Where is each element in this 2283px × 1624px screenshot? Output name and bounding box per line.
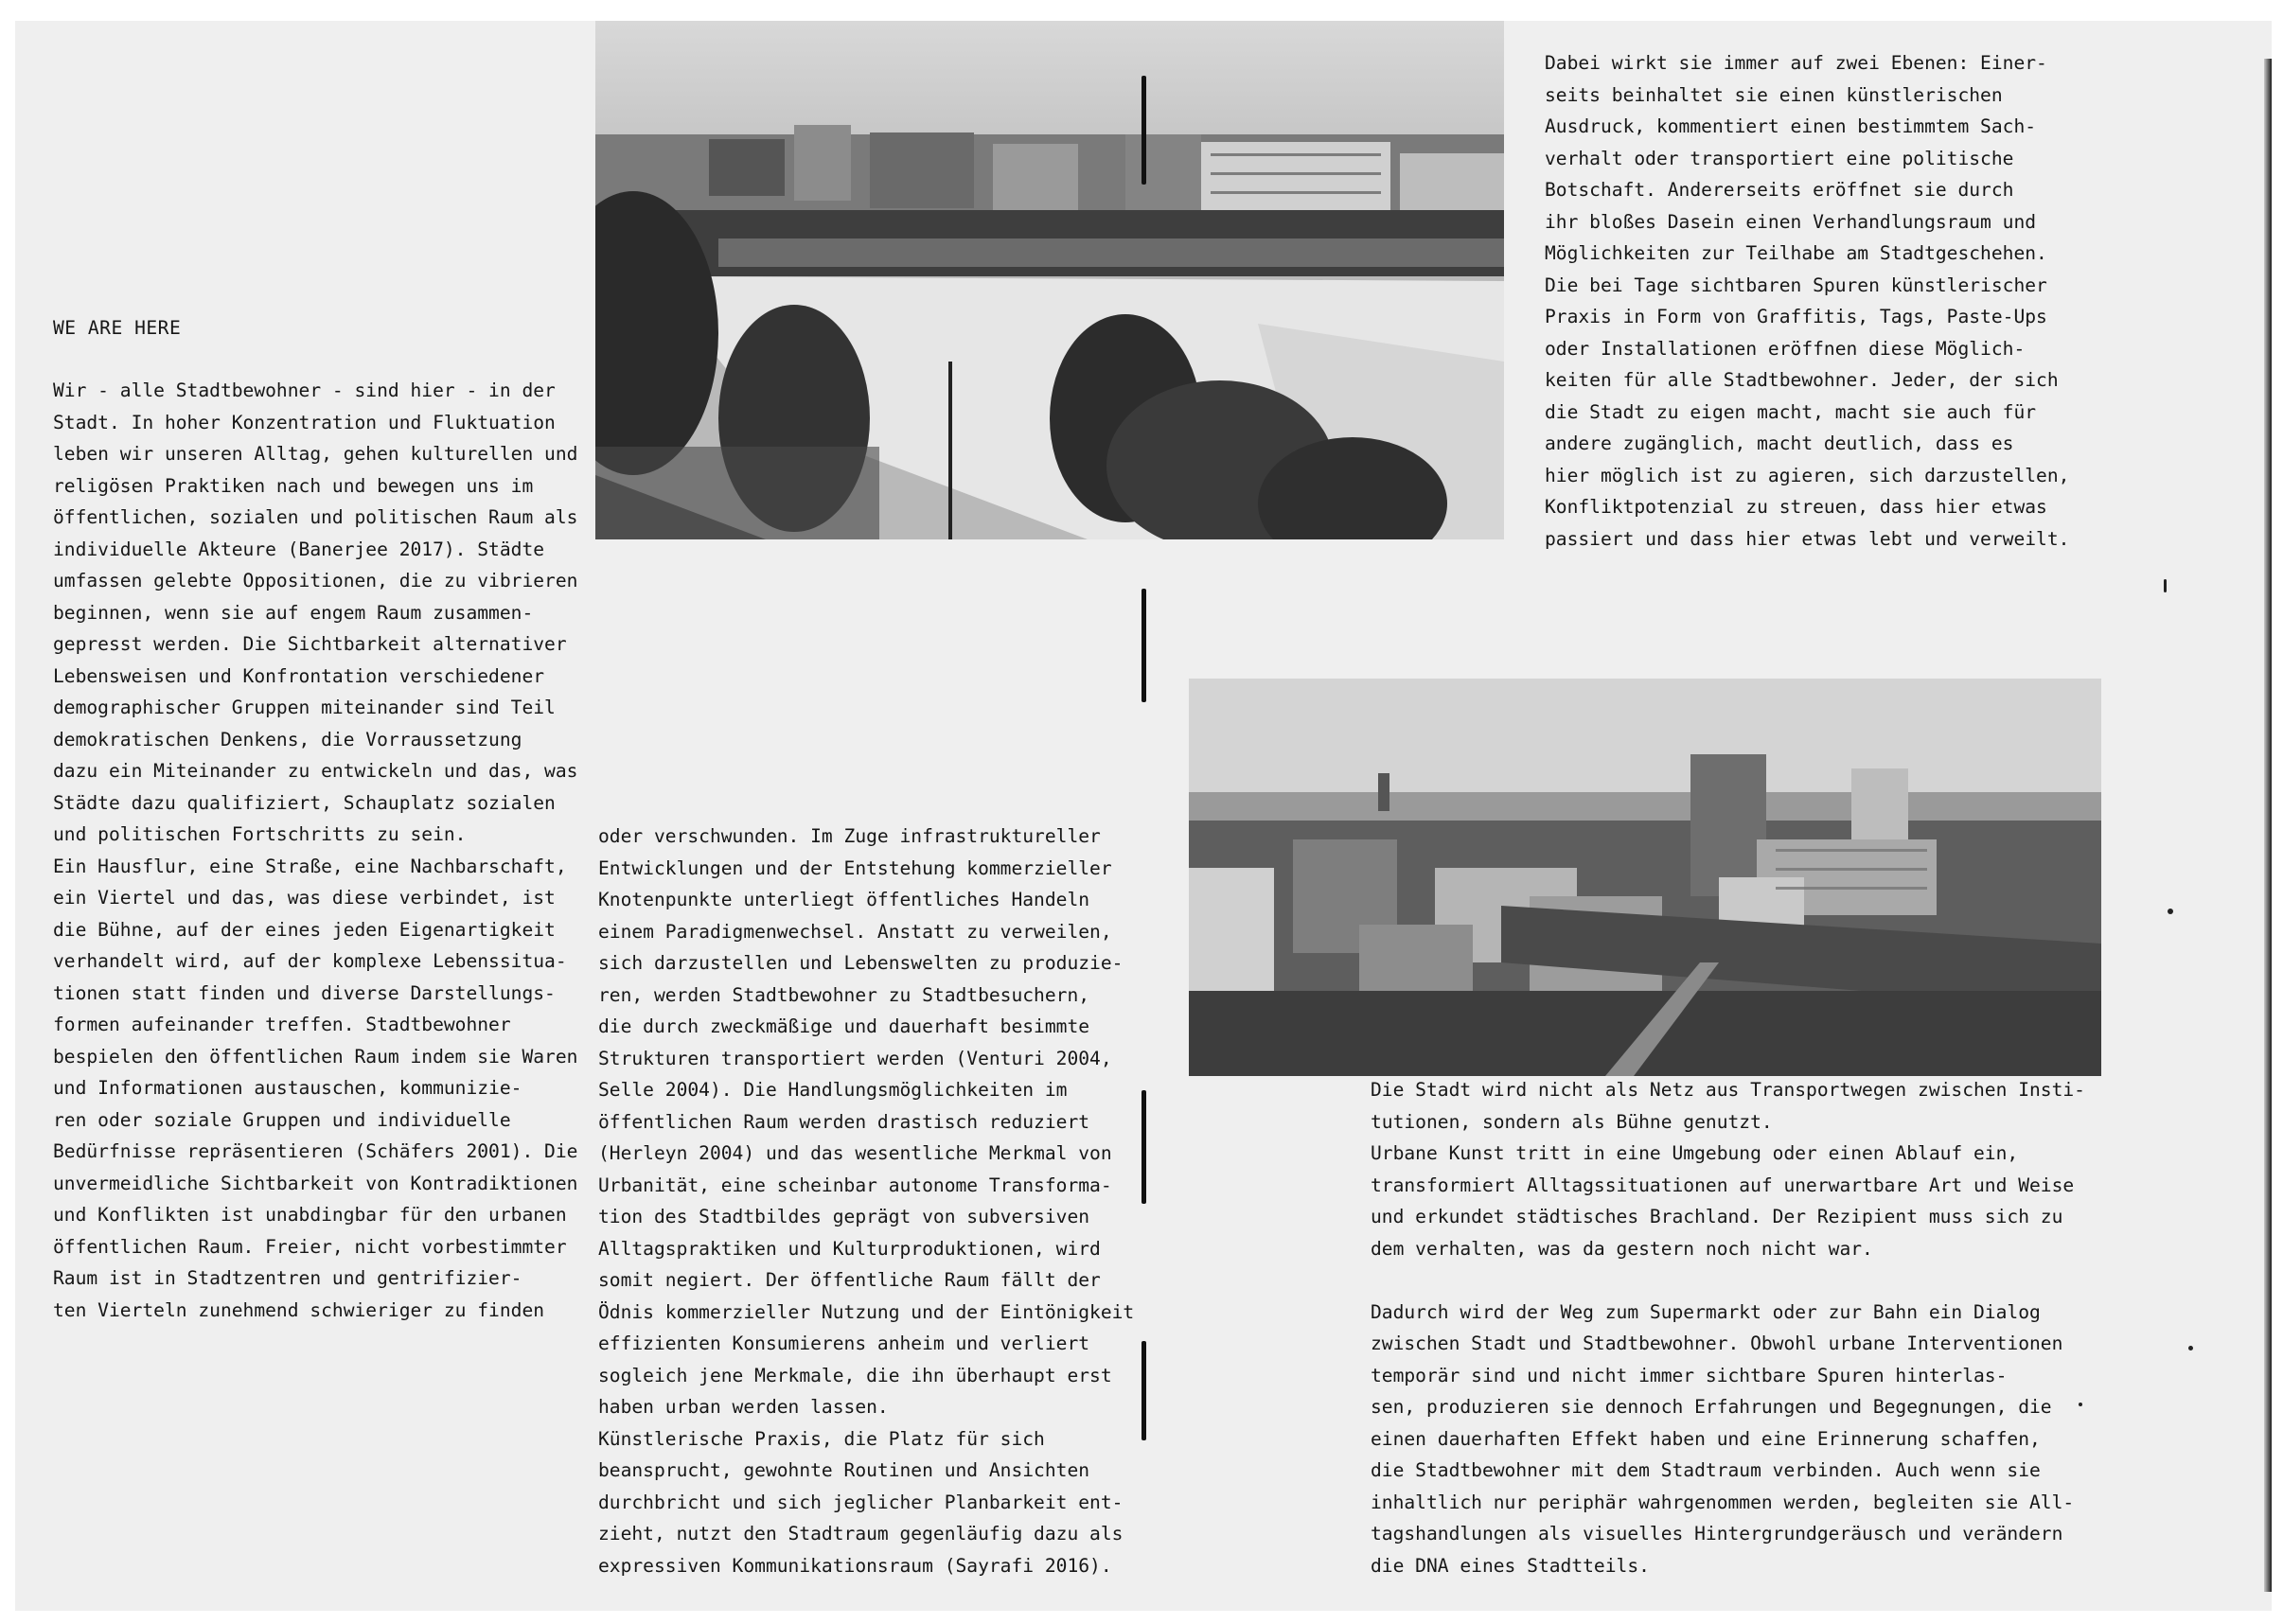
booklet-spread bbox=[15, 21, 2272, 1611]
section-heading: WE ARE HERE bbox=[53, 317, 182, 339]
column-2-text: oder verschwunden. Im Zuge infrastruktureller Entwicklungen und der Entstehung kommerzieller Knotenpunkte unterliegt öffentliches Handeln einem Paradigmenwechsel. Anstatt zu verweilen, sich darzustellen und Lebenswelten zu produzie- ren, werden Stadtbewohner zu Stadtbesuchern, die durch zweckmäßige und dauerhaft besimmte Strukturen transportiert werden (Venturi 2004, Selle 2004). Die Handlungsmöglichkeiten im öffentlichen Raum werden drastisch reduziert (Herleyn 2004) und das wesentliche Merkmal von Urbanität, eine scheinbar autonome Transforma- tion des Stadtbildes geprägt von subversiven Alltagspraktiken und Kulturproduktionen, wird somit negiert. Der öffentliche Raum fällt der Ödnis kommerzieller Nutzung und der Eintönigkeit effizienten Konsumierens anheim und verliert sogleich jene Merkmale, die ihn überhaupt erst haben urban werden lassen. Künstlerische Praxis, die Platz für sich beansprucht, gewohnte Routinen und Ansichten durchbricht und sich jeglicher Planbarkeit ent- zieht, nutzt den Stadtraum gegenläufig dazu als expressiven Kommunikationsraum (Sayrafi 2016). bbox=[598, 825, 1135, 1577]
scan-speck bbox=[2079, 1403, 2082, 1406]
vacant-lot-photo bbox=[595, 21, 1504, 539]
column-3-text: Dabei wirkt sie immer auf zwei Ebenen: Einer- seits beinhaltet sie einen künstlerischen Ausdruck, kommentiert einen bestimmtem Sach- verhalt oder transportiert eine politische Botschaft. Andererseits eröffnet sie durch ihr bloßes Dasein einen Verhandlungsraum und Möglichkeiten zur Teilhabe am Stadtgeschehen. Die bei Tage sichtbaren Spuren künstlerischer Praxis in Form von Graffitis, Tags, Paste-Ups oder Installationen eröffnen diese Möglich- keiten für alle Stadtbewohner. Jeder, der sich die Stadt zu eigen macht, macht sie auch für andere zugänglich, macht deutlich, dass es hier möglich ist zu agieren, sich darzustellen, Konfliktpotenzial zu streuen, dass hier etwas passiert und dass hier etwas lebt und verweilt. bbox=[1545, 52, 2070, 550]
staple-upper bbox=[1142, 589, 1146, 702]
staple-lower bbox=[1142, 1090, 1146, 1204]
city-skyline-photo bbox=[1189, 679, 2101, 1076]
page-edge-shadow bbox=[2264, 59, 2272, 1592]
staple-top bbox=[1142, 76, 1146, 185]
scan-speck bbox=[2168, 909, 2173, 914]
scan-speck bbox=[2188, 1346, 2193, 1350]
column-1-text: Wir - alle Stadtbewohner - sind hier - in der Stadt. In hoher Konzentration und Fluktuation leben wir unseren Alltag, gehen kulturellen und religösen Praktiken nach und bewegen uns im öffentlichen, sozialen und politischen Raum als individuelle Akteure (Banerjee 2017). Städte umfassen gelebte Oppositionen, die zu vibrieren beginnen, wenn sie auf engem Raum zusammen- gepresst werden. Die Sichtbarkeit alternativer Lebensweisen und Konfrontation verschiedener demographischer Gruppen miteinander sind Teil demokratischen Denkens, die Vorraussetzung dazu ein Miteinander zu entwickeln und das, was Städte dazu qualifiziert, Schauplatz sozialen und politischen Fortschritts zu sein. Ein Hausflur, eine Straße, eine Nachbarschaft, ein Viertel und das, was diese verbindet, ist die Bühne, auf der eines jeden Eigenartigkeit verhandelt wird, auf der komplexe Lebenssitua- tionen statt finden und diverse Darstellungs- formen aufeinander treffen. Stadtbewohner bespielen den öffentlichen Raum indem sie Waren und Informationen austauschen, kommunizie- ren oder soziale Gruppen und individuelle Bedürfnisse repräsentieren (Schäfers 2001). Die unvermeidliche Sichtbarkeit von Kontradiktionen und Konflikten ist unabdingbar für den urbanen öffentlichen Raum. Freier, nicht vorbestimmter Raum ist in Stadtzentren und gentrifizier- ten Vierteln zunehmend schwieriger zu finden bbox=[53, 380, 578, 1321]
column-4-text: Die Stadt wird nicht als Netz aus Transportwegen zwischen Insti- tutionen, sondern als Bühne genutzt. Urbane Kunst tritt in eine Umgebung oder einen Ablauf ein, transformiert Alltagssituationen auf unerwartbare Art und Weise und erkundet städtisches Brachland. Der Rezipient muss sich zu dem verhalten, was da gestern noch nicht war. Dadurch wird der Weg zum Supermarkt oder zur Bahn ein Dialog zwischen Stadt und Stadtbewohner. Obwohl urbane Interventionen temporär sind und nicht immer sichtbare Spuren hinterlas- sen, produzieren sie dennoch Erfahrungen und Begegnungen, die einen dauerhaften Effekt haben und eine Erinnerung schaffen, die Stadtbewohner mit dem Stadtraum verbinden. Auch wenn sie inhaltlich nur periphär wahrgenommen werden, begleiten sie All- tagshandlungen als visuelles Hintergrundgeräusch und verändern die DNA eines Stadtteils. bbox=[1371, 1079, 2085, 1577]
scan-speck bbox=[2164, 579, 2167, 592]
staple-bottom bbox=[1142, 1341, 1146, 1440]
